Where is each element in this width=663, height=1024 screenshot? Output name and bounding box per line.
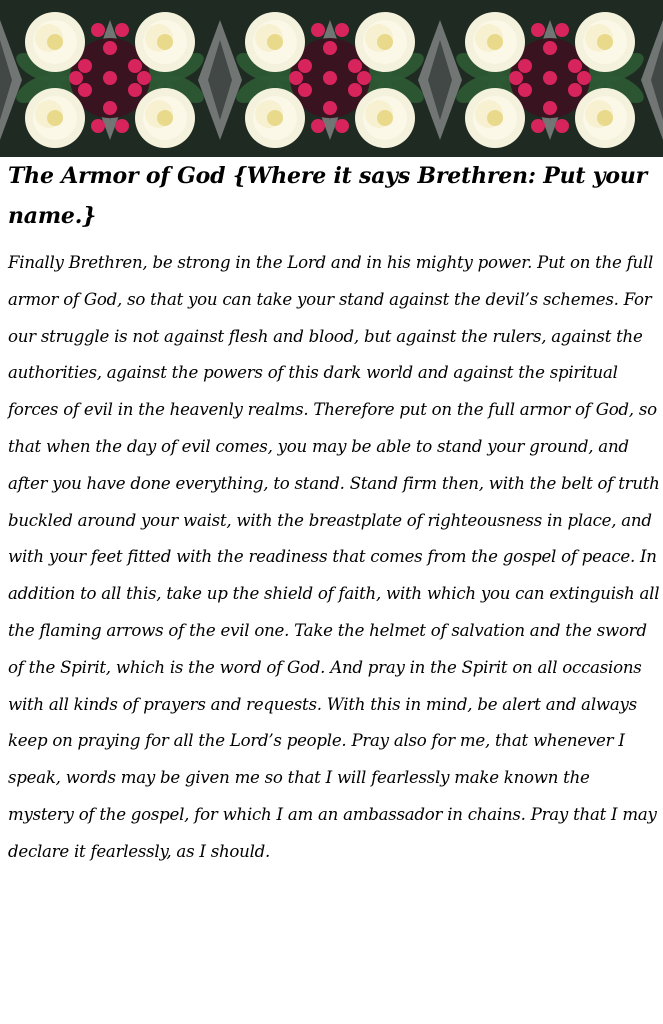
- pink-flower: [128, 59, 142, 73]
- white-rose-center: [47, 34, 63, 50]
- pink-flower: [531, 23, 545, 37]
- pink-flower: [335, 23, 349, 37]
- white-rose-center: [487, 34, 503, 50]
- white-rose-center: [377, 34, 393, 50]
- pink-flower: [543, 101, 557, 115]
- pink-flower: [298, 83, 312, 97]
- pink-flower: [323, 101, 337, 115]
- white-rose-center: [47, 110, 63, 126]
- pink-flower: [543, 71, 557, 85]
- page-title: The Armor of God {Where it says Brethren: Put your name.}: [8, 163, 648, 229]
- scripture-body-text: Finally Brethren, be strong in the Lord and in his mighty power. Put on the full armor of God, so that you can take your stand against the devil’s schemes. For our struggle is not against flesh and blood, but against the rulers, against the authorities, against the powers of this dark world and against the spiritual forces of evil in the heavenly realms. Therefore put on the full armor of God, so that when the day of evil comes, you may be able to stand your ground, and after you have done everything, to stand. Stand firm then, with the belt of truth buckled around your waist, with the breastplate of righteousness in place, and with your feet fitted with the readiness that comes from the gospel of peace. In addition to all this, take up the shield of faith, with which you can extinguish all the flaming arrows of the evil one. Take the helmet of salvation and the sword of the Spirit, which is the word of God. And pray in the Spirit on all occasions with all kinds of prayers and requests. With this in mind, be alert and always keep on praying for all the Lord’s people. Pray also for me, that whenever I speak, words may be given me so that I will fearlessly make known the mystery of the gospel, for which I am an ambassador in chains. Pray that I may declare it fearlessly, as I should.: [8, 253, 660, 861]
- pink-flower: [335, 119, 349, 133]
- pink-flower: [531, 119, 545, 133]
- pink-flower: [91, 119, 105, 133]
- pink-flower: [509, 71, 523, 85]
- white-rose-center: [377, 110, 393, 126]
- rose-banner-image: [0, 0, 663, 157]
- pink-flower: [518, 59, 532, 73]
- pink-flower: [298, 59, 312, 73]
- pink-flower: [311, 23, 325, 37]
- white-rose-center: [157, 110, 173, 126]
- pink-flower: [103, 41, 117, 55]
- pink-flower: [357, 71, 371, 85]
- pink-flower: [103, 71, 117, 85]
- white-rose-center: [267, 110, 283, 126]
- white-rose-center: [487, 110, 503, 126]
- pink-flower: [323, 41, 337, 55]
- pink-flower: [311, 119, 325, 133]
- pink-flower: [568, 59, 582, 73]
- pink-flower: [348, 83, 362, 97]
- white-rose-center: [597, 34, 613, 50]
- banner-artwork: [0, 0, 663, 157]
- pink-flower: [91, 23, 105, 37]
- pink-flower: [78, 83, 92, 97]
- pink-flower: [543, 41, 557, 55]
- pink-flower: [518, 83, 532, 97]
- pink-flower: [103, 101, 117, 115]
- pink-flower: [115, 119, 129, 133]
- pink-flower: [137, 71, 151, 85]
- pink-flower: [348, 59, 362, 73]
- pink-flower: [555, 119, 569, 133]
- pink-flower: [78, 59, 92, 73]
- pink-flower: [128, 83, 142, 97]
- pink-flower: [115, 23, 129, 37]
- pink-flower: [555, 23, 569, 37]
- white-rose-center: [597, 110, 613, 126]
- pink-flower: [69, 71, 83, 85]
- white-rose-center: [267, 34, 283, 50]
- pink-flower: [289, 71, 303, 85]
- pink-flower: [323, 71, 337, 85]
- pink-flower: [568, 83, 582, 97]
- pink-flower: [577, 71, 591, 85]
- white-rose-center: [157, 34, 173, 50]
